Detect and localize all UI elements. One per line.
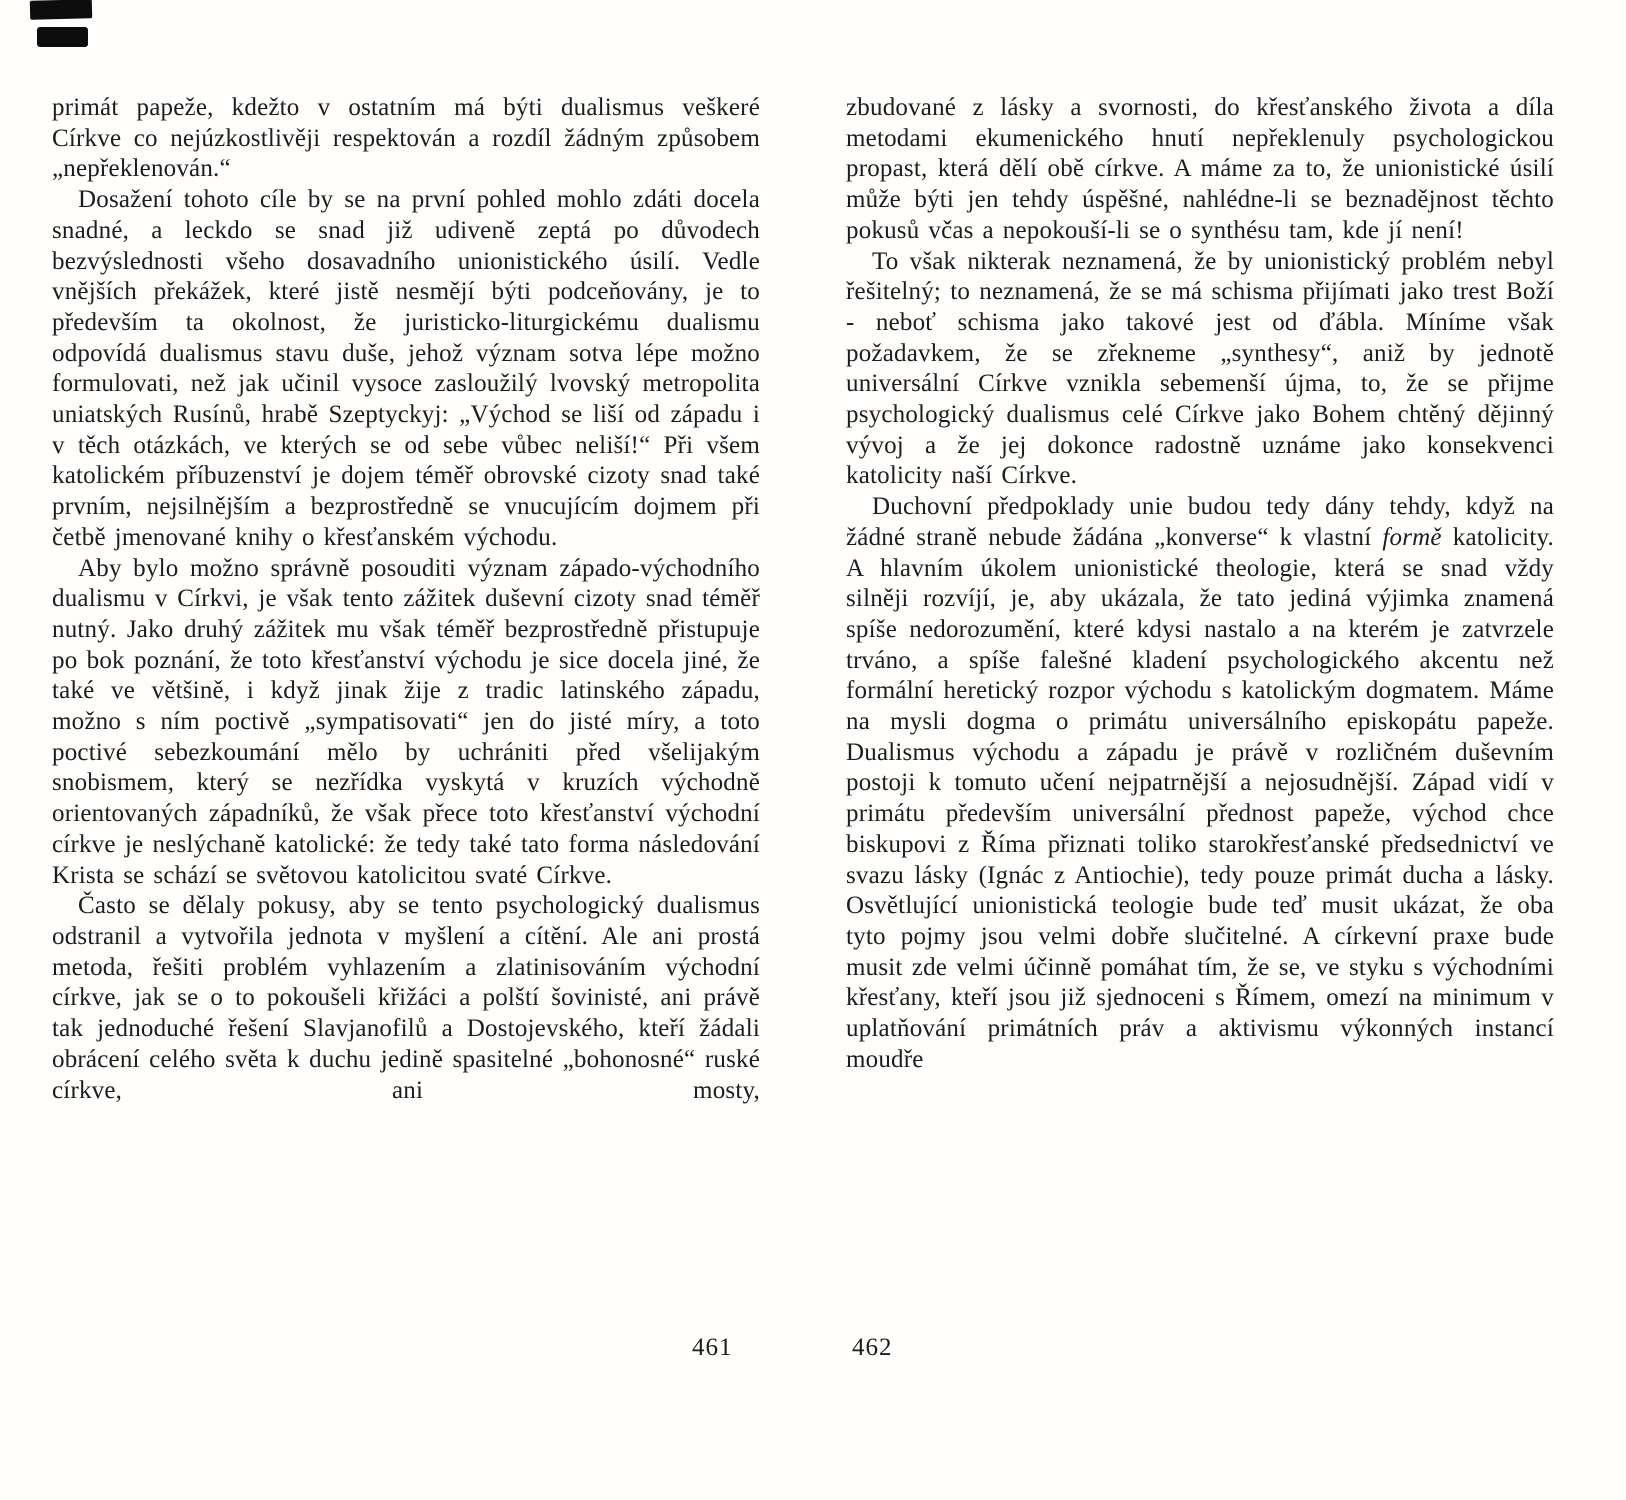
paragraph (52, 891, 760, 1106)
text-column-right (846, 93, 1554, 1076)
text-run: Dosažení tohoto cíle by se na první pohled mohlo zdáti docela snadné, a leckdo se snad již udiveně zeptá po důvodech bezvýslednosti všeho dosavadního unionistického úsilí. Vedle vnějších překážek, které jistě nesmějí býti podceňovány, je to především ta okolnost, že juristicko-liturgickému dualismu odpovídá dualismus stavu duše, jehož význam sotva lépe možno formulovati, než jak učinil vysoce zasloužilý lvovský metropolita uniatských Rusínů, hrabě Szeptyckyj: „Východ se liší od západu i v těch otázkách, ve kterých se od sebe vůbec neliší!“ Při všem katolickém příbuzenství je dojem téměř obrovské cizoty snad také prvním, nejsilnějším a bezprostředně se vnucujícím dojmem při četbě jmenované knihy o křesťanském východu. (52, 186, 760, 551)
emphasized-text: formě (1382, 523, 1442, 551)
text-column-left (52, 93, 760, 1106)
page-number-left: 461 (692, 1334, 733, 1361)
page-number-right: 462 (852, 1334, 893, 1361)
paragraph (846, 93, 1554, 247)
paragraph (52, 185, 760, 553)
scan-artifact (30, 0, 92, 20)
paragraph (846, 247, 1554, 493)
paragraph (52, 554, 760, 892)
text-run: zbudované z lásky a svornosti, do křesťanského života a díla metodami ekumenického hnutí nepřeklenuly psychologickou propast, která dělí obě církve. A máme za to, že unionistické úsilí může býti jen tehdy úspěšné, nahlédne-li se beznadějnost těchto pokusů včas a nepokouší-li se o synthésu tam, kde jí není! (846, 94, 1554, 244)
scan-artifact (37, 27, 88, 47)
paragraph (846, 492, 1554, 1075)
text-run: Často se dělaly pokusy, aby se tento psychologický dualismus odstranil a vytvořila jednota v myšlení a cítění. Ale ani prostá metoda, řešiti problém vyhlazením a zlatinisováním východní církve, jak se o to pokoušeli křižáci a polští šovinisté, ani právě tak jednoduché řešení Slavjanofilů a Dostojevského, kteří žádali obrácení celého světa k duchu jedině spasitelné „bohonosné“ ruské církve, ani mosty, (52, 892, 760, 1104)
text-run: Aby bylo možno správně posouditi význam západo-východního dualismu v Církvi, je však tento zážitek duševní cizoty snad téměř nutný. Jako druhý zážitek mu však téměř bezprostředně přistupuje po bok poznání, že toto křesťanství východu je sice docela jiné, že také ve většině, i když jinak žije z tradic latinského západu, možno s ním poctivě „sympatisovati“ jen do jisté míry, a toto poctivé sebezkoumání mělo by uchrániti před všelijakým snobismem, který se nezřídka vyskytá v kruzích východně orientovaných západníků, že však přece toto křesťanství východní církve je neslýchaně katolické: že tedy také tato forma následování Krista se schází se světovou katolicitou svaté Církve. (52, 554, 760, 889)
paragraph (52, 93, 760, 185)
text-run: katolicity. A hlavním úkolem unionistické theologie, která se snad vždy silněji rozvíjí, je, aby ukázala, že tato jediná výjimka znamená spíše nedorozumění, které kdysi nastalo a na kterém je zatvrzele trváno, a spíše falešné kladení psychologického akcentu než formální heretický rozpor východu s katolickým dogmatem. Máme na mysli dogma o primátu universálního episkopátu papeže. Dualismus východu a západu je právě v rozličném duševním postoji k tomuto učení nejpatrnější a nejosudnější. Západ vidí v primátu především universální přednost papeže, východ chce biskupovi z Říma přiznati toliko starokřesťanské předsednictví ve svazu lásky (Ignác z Antiochie), tedy pouze primát ducha a lásky. Osvětlující unionistická teologie bude teď musit ukázat, že oba tyto pojmy jsou velmi dobře slučitelné. A církevní praxe bude musit zde velmi účinně pomáhat tím, že se, ve styku s východními křesťany, kteří jsou již sjednoceni s Římem, omezí na minimum v uplatňování primátních práv a aktivismu výkonných instancí moudře (846, 523, 1554, 1073)
text-run: To však nikterak neznamená, že by unionistický problém nebyl řešitelný; to neznamená, že se má schisma přijímati jako trest Boží - neboť schisma jako takové jest od ďábla. Míníme však požadavkem, že se zřekneme „synthesy“, aniž by jednotě universální Církve vznikla sebemenší újma, to, že se přijme psychologický dualismus celé Církve jako Bohem chtěný dějinný vývoj a že jej dokonce radostně uznáme jako konsekvenci katolicity naší Církve. (846, 247, 1554, 490)
text-run: primát papeže, kdežto v ostatním má býti dualismus veškeré Církve co nejúzkostlivěji respektován a rozdíl žádným způsobem „nepřeklenován.“ (52, 94, 760, 183)
text-run: Duchovní předpoklady unie budou tedy dány tehdy, když na žádné straně nebude žádána „konverse“ k vlastní (846, 493, 1554, 551)
